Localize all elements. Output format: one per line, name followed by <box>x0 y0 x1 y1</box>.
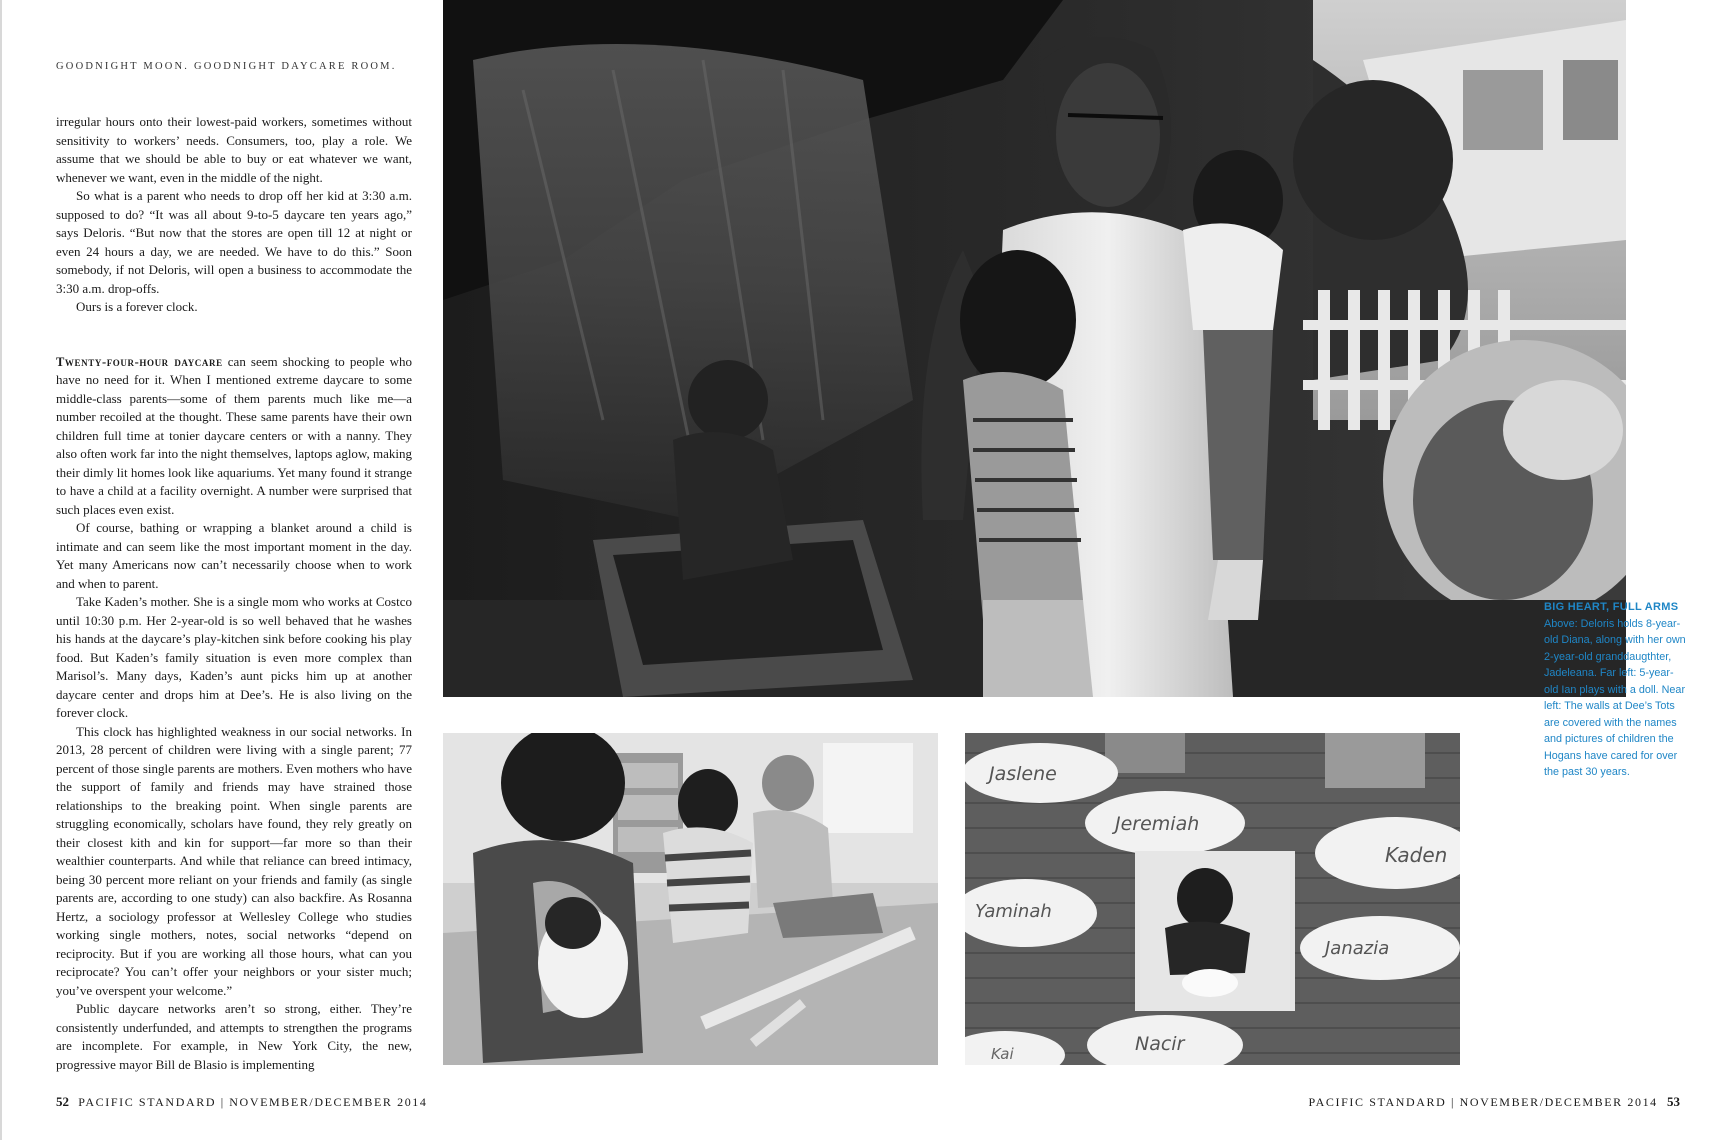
caption-text: Above: Deloris holds 8-year-old Diana, along with her own 2-year-old granddaugthter, Jadeleana. Far left: 5-year-old Ian plays with a doll. Near left: The walls at Dee’s Tots are covered with the names and pictures of children the Hogans have cared for over the past 30 years. <box>1544 617 1686 778</box>
paragraph: irregular hours onto their lowest-paid workers, sometimes without sensitivity to workers’ needs. Consumers, too, play a role. We assume that we should be able to buy or eat whatever we want, whenever we want, even in the middle of the night. <box>56 114 412 185</box>
article-column <box>56 113 412 1074</box>
lead-paragraph-text: can seem shocking to people who have no need for it. When I mentioned extreme daycare to some middle-class parents—some of them parents much like me—a number recoiled at the thought. These same parents have their own children full time at tonier daycare centers or with a nanny. They also often work far into the night themselves, laptops aglow, making their dimly lit homes look like aquariums. Yet many found it strange to have a child at a facility overnight. A number were surprised that such places even exist. <box>56 353 413 517</box>
wall-name-label: Kai <box>991 1045 1014 1063</box>
page-edge-rule <box>0 0 2 1140</box>
page-number-left: 52 <box>56 1094 69 1109</box>
paragraph: This clock has highlighted weakness in our social networks. In 2013, 28 percent of children were living with a single parent; 77 percent of those single parents are mothers. Even mothers who have the support of family and friends may have strained those relationships to the breaking point. When single parents are struggling economically, scholars have found, they rely greatly on their closest kith and kin for support—far more so than their wealthier counterparts. And while that reliance can breed intimacy, being 30 percent more reliant on your friends and family (as single parents are, according to one study) can also backfire. As Rosanna Hertz, a sociology professor at Wellesley College who studies working single mothers, notes, social networks “depend on reciprocity. But if you are working all those hours, what can you reciprocate? You can’t offer your neighbors or your sister much; you’ve overspent your welcome.” <box>56 723 412 998</box>
paragraph: Take Kaden’s mother. She is a single mom who works at Costco until 10:30 p.m. Her 2-year-old is so well behaved that he washes his hands at the daycare’s play-kitchen sink before cooking his play food. But Kaden’s family situation is even more complex than Marisol’s. Many days, Kaden’s aunt picks him up at another daycare center and drops him at Dee’s. He is also living on the forever clock. <box>56 594 412 720</box>
caption-title: BIG HEART, FULL ARMS <box>1544 601 1679 613</box>
wall-name-label: Yaminah <box>975 901 1052 922</box>
footer-right <box>1308 1094 1680 1110</box>
footer-right-text: PACIFIC STANDARD | NOVEMBER/DECEMBER 2014 <box>1308 1095 1658 1109</box>
section-lead-paragraph <box>56 353 412 520</box>
main-photo <box>443 0 1626 697</box>
paragraph: Ours is a forever clock. <box>76 299 198 314</box>
paragraph: Of course, bathing or wrapping a blanket around a child is intimate and can seem like the most important moment in the day. Yet many Americans now can’t necessarily choose when to work and when to parent. <box>56 520 412 591</box>
wall-name-label: Jaslene <box>989 763 1057 785</box>
wall-of-names-photo <box>965 733 1460 1065</box>
page-number-right: 53 <box>1667 1094 1680 1109</box>
wall-name-label: Nacir <box>1135 1033 1185 1055</box>
wall-name-label: Jeremiah <box>1115 813 1200 835</box>
paragraph: So what is a parent who needs to drop off her kid at 3:30 a.m. supposed to do? “It was all about 9-to-5 daycare ten years ago,” says Deloris. “But now that the stores are open till 12 at night or even 24 hours a day, we are needed. We have to do this.” Soon somebody, if not Deloris, will open a business to accommodate the 3:30 a.m. drop-offs. <box>56 188 412 296</box>
running-head: GOODNIGHT MOON. GOODNIGHT DAYCARE ROOM. <box>56 61 397 72</box>
wall-name-label: Janazia <box>1325 938 1390 959</box>
footer-left-text: PACIFIC STANDARD | NOVEMBER/DECEMBER 2014 <box>78 1095 428 1109</box>
boy-with-doll-photo <box>443 733 938 1065</box>
paragraph: Public daycare networks aren’t so strong, either. They’re consistently underfunded, and attempts to strengthen the programs are incomplete. For example, in New York City, the new, progressive mayor Bill de Blasio is implementing <box>56 1001 412 1072</box>
lead-in: Twenty-four-hour daycare <box>56 354 223 369</box>
photo-caption <box>1544 599 1688 781</box>
wall-name-label: Kaden <box>1385 843 1448 867</box>
footer-left <box>56 1094 428 1110</box>
